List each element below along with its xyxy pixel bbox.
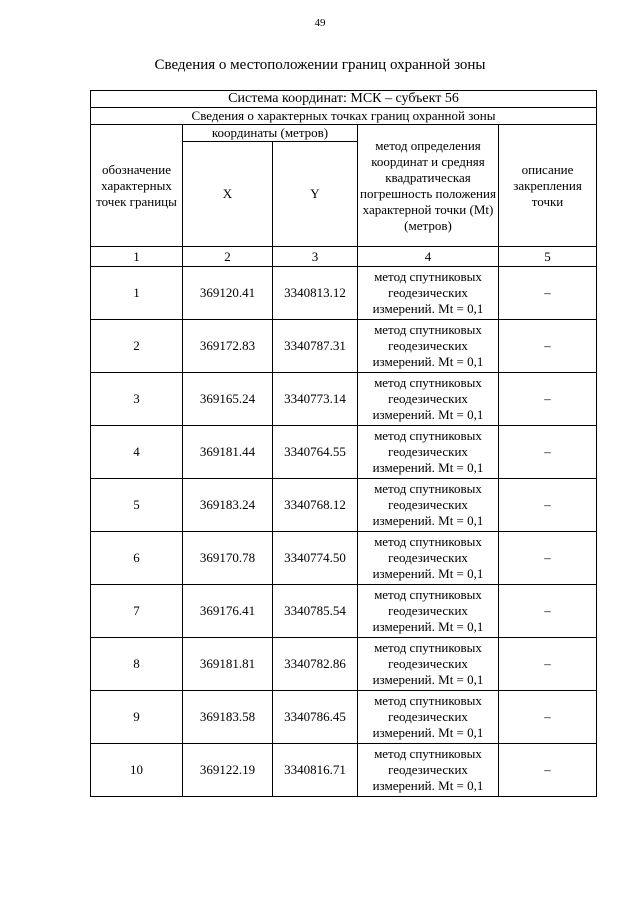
table-row xyxy=(91,373,597,426)
point-id-cell: 7 xyxy=(91,585,183,638)
header-y: Y xyxy=(273,142,358,247)
header-x: X xyxy=(183,142,273,247)
coordinate-system-row xyxy=(91,91,597,108)
y-coordinate-cell: 3340816.71 xyxy=(273,744,358,797)
x-coordinate-cell: 369183.58 xyxy=(183,691,273,744)
description-cell: – xyxy=(499,638,597,691)
description-cell: – xyxy=(499,267,597,320)
description-cell: – xyxy=(499,479,597,532)
method-cell: метод спутниковых геодезических измерений. Mt = 0,1 xyxy=(358,744,499,797)
table-row xyxy=(91,744,597,797)
column-number: 5 xyxy=(499,247,597,267)
x-coordinate-cell: 369181.81 xyxy=(183,638,273,691)
table-row xyxy=(91,638,597,691)
header-coordinates: координаты (метров) xyxy=(183,125,358,142)
description-cell: – xyxy=(499,426,597,479)
point-id-cell: 2 xyxy=(91,320,183,373)
header-method: метод определения координат и средняя квадратическая погрешность положения характерной точки (Mt) (метров) xyxy=(358,125,499,247)
y-coordinate-cell: 3340813.12 xyxy=(273,267,358,320)
x-coordinate-cell: 369176.41 xyxy=(183,585,273,638)
description-cell: – xyxy=(499,744,597,797)
header-row-top xyxy=(91,125,597,142)
description-cell: – xyxy=(499,585,597,638)
point-id-cell: 9 xyxy=(91,691,183,744)
column-number: 4 xyxy=(358,247,499,267)
y-coordinate-cell: 3340785.54 xyxy=(273,585,358,638)
y-coordinate-cell: 3340786.45 xyxy=(273,691,358,744)
method-cell: метод спутниковых геодезических измерений. Mt = 0,1 xyxy=(358,426,499,479)
coordinate-system-cell: Система координат: МСК – субъект 56 xyxy=(91,91,597,108)
point-id-cell: 4 xyxy=(91,426,183,479)
table-row xyxy=(91,585,597,638)
column-number-row xyxy=(91,247,597,267)
table-row xyxy=(91,532,597,585)
x-coordinate-cell: 369122.19 xyxy=(183,744,273,797)
point-id-cell: 1 xyxy=(91,267,183,320)
method-cell: метод спутниковых геодезических измерений. Mt = 0,1 xyxy=(358,532,499,585)
table-row xyxy=(91,267,597,320)
x-coordinate-cell: 369181.44 xyxy=(183,426,273,479)
column-number: 3 xyxy=(273,247,358,267)
page-number: 49 xyxy=(314,17,326,29)
document-title: Сведения о местоположении границ охранной зоны xyxy=(154,57,486,73)
y-coordinate-cell: 3340768.12 xyxy=(273,479,358,532)
method-cell: метод спутниковых геодезических измерений. Mt = 0,1 xyxy=(358,585,499,638)
method-cell: метод спутниковых геодезических измерений. Mt = 0,1 xyxy=(358,479,499,532)
point-id-cell: 3 xyxy=(91,373,183,426)
point-id-cell: 10 xyxy=(91,744,183,797)
y-coordinate-cell: 3340764.55 xyxy=(273,426,358,479)
column-number: 2 xyxy=(183,247,273,267)
method-cell: метод спутниковых геодезических измерений. Mt = 0,1 xyxy=(358,320,499,373)
x-coordinate-cell: 369165.24 xyxy=(183,373,273,426)
description-cell: – xyxy=(499,320,597,373)
x-coordinate-cell: 369170.78 xyxy=(183,532,273,585)
description-cell: – xyxy=(499,691,597,744)
header-point-designation: обозначение характерных точек границы xyxy=(91,125,183,247)
point-id-cell: 5 xyxy=(91,479,183,532)
header-description: описание закрепления точки xyxy=(499,125,597,247)
description-cell: – xyxy=(499,532,597,585)
table-row xyxy=(91,691,597,744)
info-row xyxy=(91,108,597,125)
point-id-cell: 6 xyxy=(91,532,183,585)
x-coordinate-cell: 369120.41 xyxy=(183,267,273,320)
method-cell: метод спутниковых геодезических измерений. Mt = 0,1 xyxy=(358,691,499,744)
method-cell: метод спутниковых геодезических измерений. Mt = 0,1 xyxy=(358,267,499,320)
x-coordinate-cell: 369172.83 xyxy=(183,320,273,373)
point-id-cell: 8 xyxy=(91,638,183,691)
column-number: 1 xyxy=(91,247,183,267)
table-row xyxy=(91,426,597,479)
table-row xyxy=(91,320,597,373)
y-coordinate-cell: 3340773.14 xyxy=(273,373,358,426)
x-coordinate-cell: 369183.24 xyxy=(183,479,273,532)
y-coordinate-cell: 3340774.50 xyxy=(273,532,358,585)
boundary-points-table xyxy=(90,90,597,797)
method-cell: метод спутниковых геодезических измерений. Mt = 0,1 xyxy=(358,373,499,426)
y-coordinate-cell: 3340782.86 xyxy=(273,638,358,691)
info-cell: Сведения о характерных точках границ охранной зоны xyxy=(91,108,597,125)
table-row xyxy=(91,479,597,532)
method-cell: метод спутниковых геодезических измерений. Mt = 0,1 xyxy=(358,638,499,691)
description-cell: – xyxy=(499,373,597,426)
y-coordinate-cell: 3340787.31 xyxy=(273,320,358,373)
